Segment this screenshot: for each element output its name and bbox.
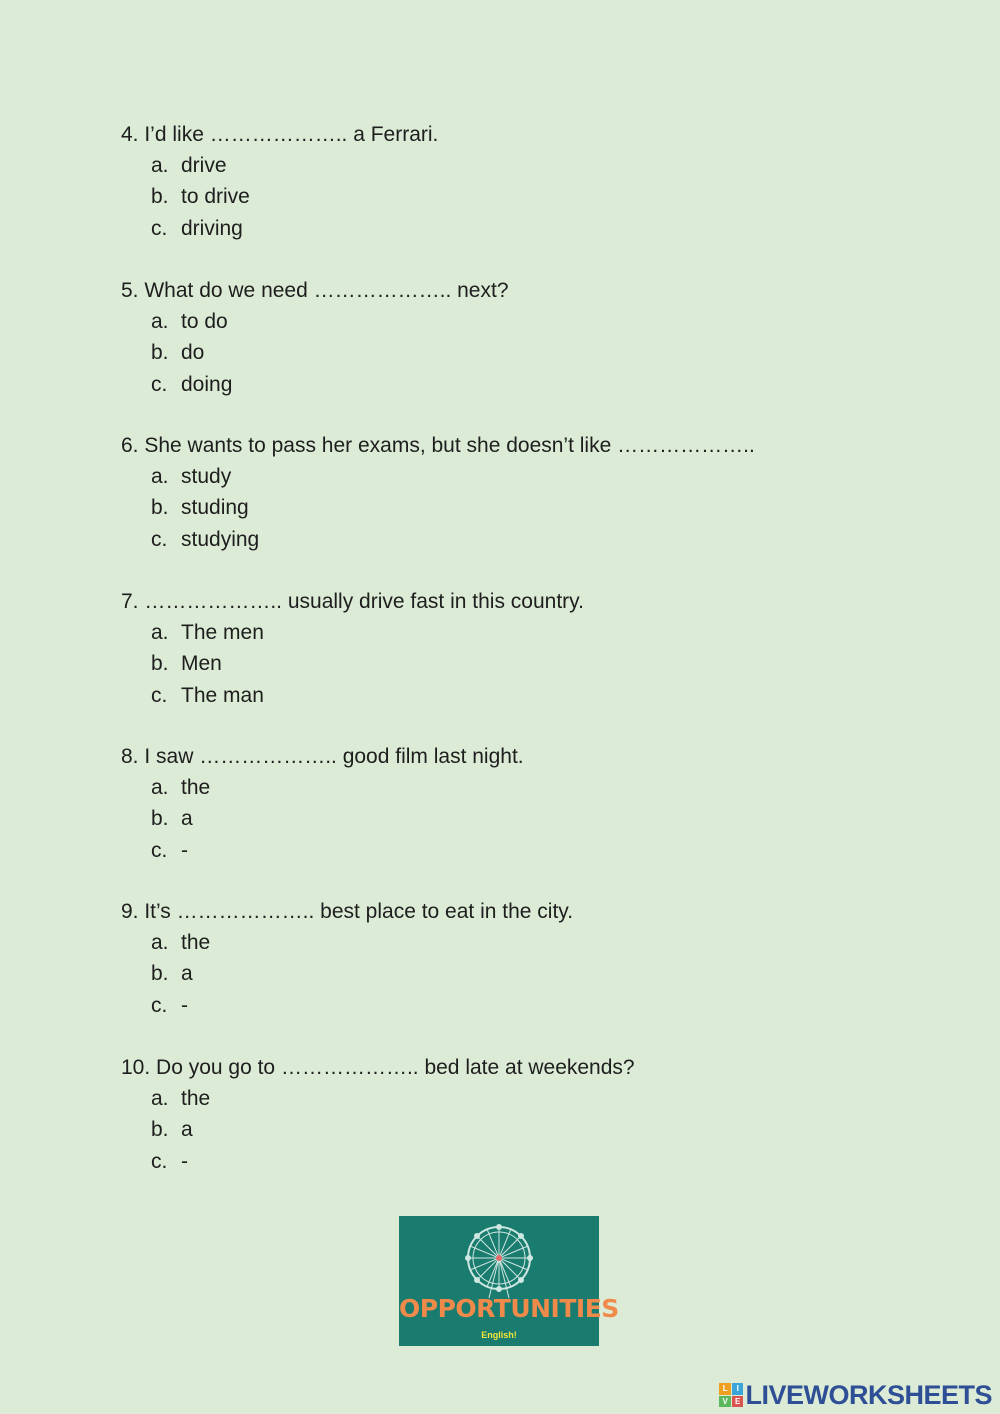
option-text: the xyxy=(181,776,211,799)
question-stem: 10. Do you go to ……………….. bed late at weekends? xyxy=(121,1056,635,1079)
opportunities-logo xyxy=(399,1216,619,1346)
answer-option[interactable] xyxy=(121,524,755,555)
question-stem: 9. It’s ……………….. best place to eat in the city. xyxy=(121,900,574,923)
option-text: doing xyxy=(181,372,233,396)
question-block xyxy=(121,1052,635,1177)
question-block xyxy=(121,741,524,866)
option-text: the xyxy=(181,931,211,954)
answer-option[interactable] xyxy=(121,306,509,337)
question-stem: 5. What do we need ……………….. next? xyxy=(121,279,509,302)
answer-option[interactable] xyxy=(121,337,509,368)
option-text: studying xyxy=(181,527,260,551)
option-letter: b. xyxy=(151,185,169,209)
answer-option[interactable] xyxy=(121,1083,635,1114)
liveworksheets-badge-icon: L I V E xyxy=(719,1383,743,1407)
question-block xyxy=(121,119,438,244)
answer-option[interactable] xyxy=(121,181,438,212)
answer-option[interactable] xyxy=(121,150,438,181)
option-text: to do xyxy=(181,310,228,333)
option-text: a xyxy=(181,1118,193,1142)
option-letter: c. xyxy=(151,683,168,707)
question-block xyxy=(121,586,584,711)
option-letter: b. xyxy=(151,496,169,520)
option-letter: b. xyxy=(151,1118,169,1142)
answer-option[interactable] xyxy=(121,803,524,834)
question-stem: 6. She wants to pass her exams, but she doesn’t like ……………….. xyxy=(121,434,755,457)
option-letter: a. xyxy=(151,310,169,333)
option-text: a xyxy=(181,962,193,986)
answer-option[interactable] xyxy=(121,772,524,803)
option-letter: b. xyxy=(151,962,169,986)
option-letter: c. xyxy=(151,838,168,862)
option-letter: a. xyxy=(151,931,169,954)
option-letter: a. xyxy=(151,776,169,799)
answer-option[interactable] xyxy=(121,958,573,989)
option-letter: b. xyxy=(151,341,169,365)
liveworksheets-watermark xyxy=(719,1380,992,1410)
option-letter: a. xyxy=(151,465,169,488)
option-text: - xyxy=(181,993,188,1017)
logo-subtitle: English! xyxy=(481,1330,517,1340)
liveworksheets-text: LIVEWORKSHEETS xyxy=(745,1379,992,1410)
answer-option[interactable] xyxy=(121,213,438,244)
option-text: - xyxy=(181,1149,188,1173)
option-letter: c. xyxy=(151,993,168,1017)
answer-option[interactable] xyxy=(121,492,755,523)
question-block xyxy=(121,275,509,400)
option-letter: a. xyxy=(151,154,169,177)
option-text: do xyxy=(181,341,205,365)
option-text: the xyxy=(181,1087,211,1110)
option-letter: a. xyxy=(151,621,169,644)
logo-title: OPPORTUNITIES xyxy=(399,1294,619,1323)
option-text: studing xyxy=(181,496,249,520)
option-letter: c. xyxy=(151,216,168,240)
option-text: to drive xyxy=(181,185,250,209)
option-letter: a. xyxy=(151,1087,169,1110)
answer-option[interactable] xyxy=(121,1114,635,1145)
option-letter: c. xyxy=(151,372,168,396)
answer-option[interactable] xyxy=(121,927,573,958)
answer-option[interactable] xyxy=(121,1146,635,1177)
question-stem: 7. ……………….. usually drive fast in this country. xyxy=(121,590,584,613)
answer-option[interactable] xyxy=(121,680,584,711)
option-text: study xyxy=(181,465,232,488)
answer-option[interactable] xyxy=(121,369,509,400)
option-text: driving xyxy=(181,216,243,240)
question-stem: 8. I saw ……………….. good film last night. xyxy=(121,745,524,768)
option-letter: b. xyxy=(151,807,169,831)
option-text: a xyxy=(181,807,193,831)
answer-option[interactable] xyxy=(121,990,573,1021)
answer-option[interactable] xyxy=(121,617,584,648)
option-letter: c. xyxy=(151,527,168,551)
answer-option[interactable] xyxy=(121,461,755,492)
answer-option[interactable] xyxy=(121,648,584,679)
question-stem: 4. I’d like ……………….. a Ferrari. xyxy=(121,123,439,146)
option-text: - xyxy=(181,838,188,862)
option-letter: c. xyxy=(151,1149,168,1173)
ferris-wheel-icon xyxy=(460,1222,538,1300)
option-letter: b. xyxy=(151,652,169,676)
option-text: The men xyxy=(181,621,264,644)
answer-option[interactable] xyxy=(121,835,524,866)
question-block xyxy=(121,896,573,1021)
option-text: drive xyxy=(181,154,227,177)
option-text: The man xyxy=(181,683,264,707)
question-block xyxy=(121,430,755,555)
option-text: Men xyxy=(181,652,222,676)
